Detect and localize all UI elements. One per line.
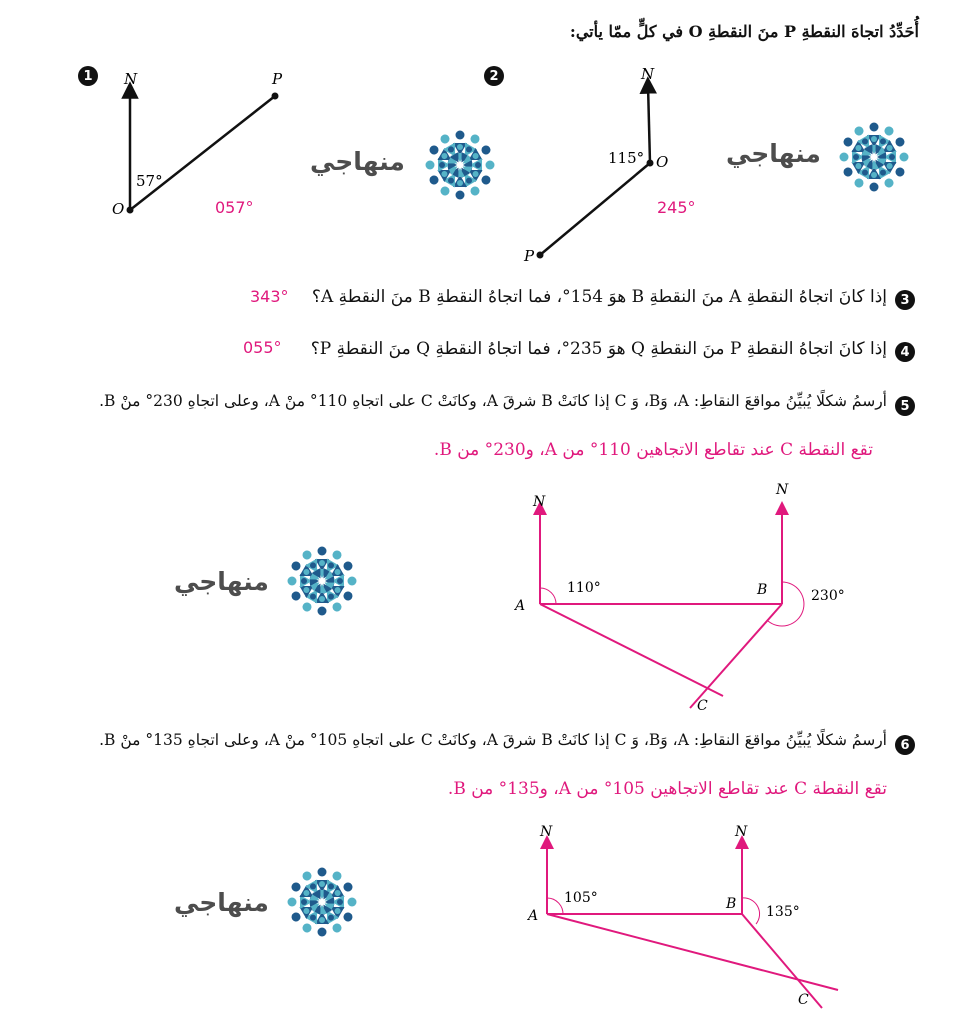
logo-mark-icon: [834, 117, 914, 197]
q5-label-N2: N: [776, 482, 789, 498]
q3-answer: 343°: [250, 287, 289, 306]
q2-answer: 245°: [657, 198, 696, 217]
q2-label-O: O: [656, 153, 669, 171]
q5-angle-b: 230°: [811, 588, 845, 604]
question-number-5: 5: [895, 396, 915, 416]
figure-q5: [505, 478, 845, 718]
q2-label-N: N: [641, 65, 655, 83]
q5-label-A: A: [515, 598, 526, 614]
q6-answer: تقع النقطة C عند تقاطع الاتجاهين 105° من A، و135° من B.: [447, 779, 887, 799]
question-number-1: 1: [78, 66, 98, 86]
q6-label-C: C: [798, 992, 809, 1008]
figure-q2: [510, 55, 710, 270]
logo-mark-icon: [420, 125, 500, 205]
q5-answer: تقع النقطة C عند تقاطع الاتجاهين 110° من A، و230° من B.: [433, 440, 873, 460]
logo-3: [172, 545, 372, 625]
figure-q1: [100, 60, 300, 230]
figure-q6: [520, 818, 850, 1013]
instruction-text: أُحَدِّدُ اتجاهَ النقطةِ P منَ النقطةِ O في كلٍّ ممّا يأتي:: [569, 22, 919, 41]
q5-label-C: C: [697, 698, 708, 714]
logo-text: منهاجي: [310, 147, 405, 176]
q1-label-P: P: [272, 70, 283, 88]
q6-angle-b: 135°: [766, 904, 800, 920]
q5-label-N1: N: [533, 494, 546, 510]
q6-label-A: A: [528, 908, 539, 924]
question-number-3: 3: [895, 290, 915, 310]
q4-text: إذا كانَ اتجاهُ النقطةِ P منَ النقطةِ Q هوَ 235°، فما اتجاهُ النقطةِ Q منَ النقطةِ P؟: [310, 339, 887, 359]
logo-1: [308, 125, 508, 205]
q2-angle-label: 115°: [608, 149, 645, 167]
q3-text: إذا كانَ اتجاهُ النقطةِ A منَ النقطةِ B هوَ 154°، فما اتجاهُ النقطةِ B منَ النقطةِ A؟: [311, 287, 887, 307]
logo-text: منهاجي: [174, 567, 269, 596]
logo-text: منهاجي: [726, 139, 821, 168]
logo-2: [724, 117, 924, 197]
logo-4: [172, 866, 372, 946]
q6-text: أرسمُ شكلًا يُبيِّنُ مواقعَ النقاطِ: A، وَB، وَ C إذا كانَتْ B شرقَ A، وكانَتْ C على اتجاهِ 105° منْ A، وعلى اتجاهِ 135° منْ B.: [99, 731, 887, 749]
q1-label-O: O: [112, 200, 125, 218]
question-number-4: 4: [895, 342, 915, 362]
q4-answer: 055°: [243, 338, 282, 357]
question-number-2: 2: [484, 66, 504, 86]
q2-label-P: P: [524, 247, 535, 265]
logo-mark-icon: [282, 541, 362, 621]
q1-answer: 057°: [215, 198, 254, 217]
q6-label-N2: N: [735, 824, 748, 840]
logo-text: منهاجي: [174, 888, 269, 917]
logo-mark-icon: [282, 862, 362, 942]
q6-label-N1: N: [540, 824, 553, 840]
q1-label-N: N: [124, 70, 138, 88]
q6-angle-a: 105°: [564, 890, 598, 906]
q1-angle-label: 57°: [136, 172, 163, 190]
question-number-6: 6: [895, 735, 915, 755]
q5-angle-a: 110°: [567, 580, 601, 596]
q6-label-B: B: [726, 896, 737, 912]
q5-label-B: B: [757, 582, 768, 598]
q5-text: أرسمُ شكلًا يُبيِّنُ مواقعَ النقاطِ: A، وَB، وَ C إذا كانَتْ B شرقَ A، وكانَتْ C على اتجاهِ 110° منْ A، وعلى اتجاهِ 230° منْ B.: [99, 392, 887, 410]
